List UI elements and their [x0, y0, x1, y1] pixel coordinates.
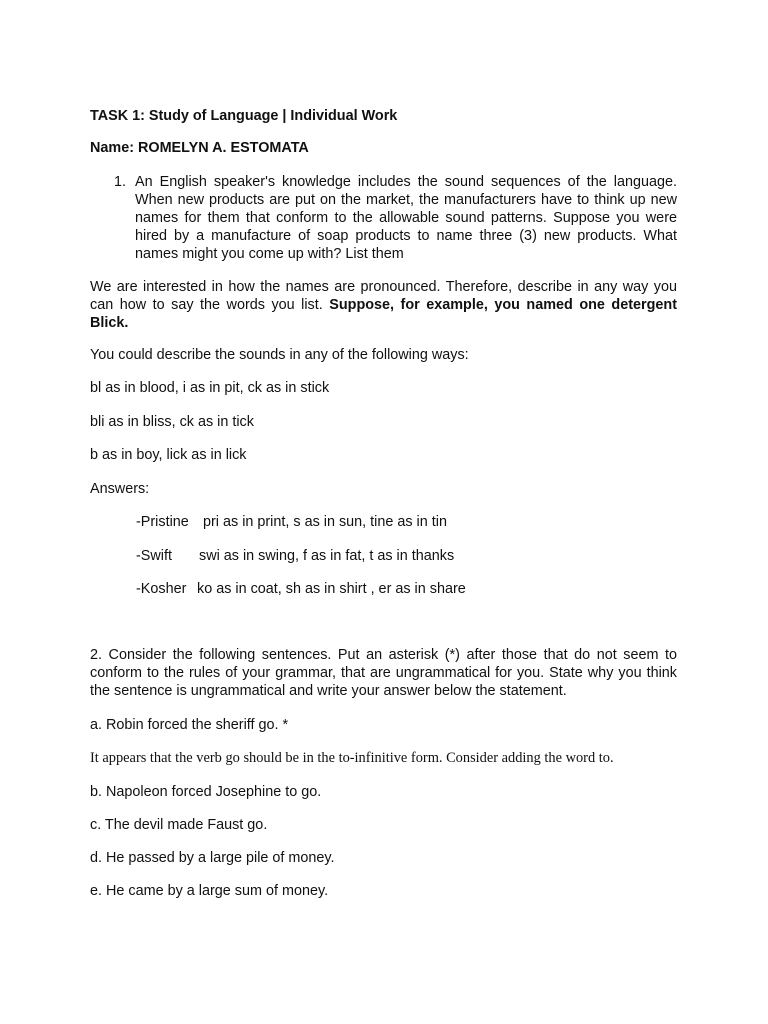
answer-note: It appears that the verb go should be in the to-infinitive form. Consider adding the word to. — [90, 750, 614, 766]
question-1-number: 1. — [114, 174, 127, 190]
example-line-3: b as in boy, lick as in lick — [90, 447, 247, 463]
example-line-2: bli as in bliss, ck as in tick — [90, 414, 254, 430]
answer-description: swi as in swing, f as in fat, t as in thanks — [199, 548, 455, 564]
question-1 — [108, 173, 677, 263]
task-title: TASK 1: Study of Language | Individual Work — [90, 108, 398, 124]
sentence-a: a. Robin forced the sheriff go. * — [90, 717, 289, 733]
sentence-b: b. Napoleon forced Josephine to go. — [90, 784, 322, 800]
answer-name: -Kosher — [136, 581, 187, 597]
answer-row — [136, 547, 454, 565]
answer-row — [136, 513, 447, 531]
question-1-text: An English speaker's knowledge includes the sound sequences of the language. When new products are put on the market, the manufacturers have to think up new names for them that conform to the allowable sound patterns. Suppose you were hired by a manufacture of soap products to name three (3) new products. What names might you come up with? List them — [135, 174, 677, 262]
example-line-1: bl as in blood, i as in pit, ck as in stick — [90, 380, 330, 396]
sentence-d: d. He passed by a large pile of money. — [90, 850, 335, 866]
instruction-paragraph — [90, 278, 677, 332]
answer-name: -Swift — [136, 548, 172, 564]
instruction-text: We are interested in how the names are pronounced. Therefore, describe in any way you can how to say the words you list. — [90, 279, 677, 313]
sentence-e: e. He came by a large sum of money. — [90, 883, 329, 899]
answers-label: Answers: — [90, 481, 150, 497]
answer-description: pri as in print, s as in sun, tine as in tin — [203, 514, 447, 530]
answer-name: -Pristine — [136, 514, 189, 530]
student-name: Name: ROMELYN A. ESTOMATA — [90, 140, 309, 156]
instruction-bold-text: Suppose, for example, you named one detergent Blick. — [90, 297, 677, 331]
answer-description: ko as in coat, sh as in shirt , er as in share — [197, 581, 466, 597]
ways-intro: You could describe the sounds in any of the following ways: — [90, 347, 469, 363]
question-2-text: 2. Consider the following sentences. Put an asterisk (*) after those that do not seem to conform to the rules of your grammar, that are ungrammatical for you. State why you think the sentence is ungrammatical and write your answer below the statement. — [90, 647, 677, 699]
answer-row — [136, 580, 466, 598]
sentence-c: c. The devil made Faust go. — [90, 817, 268, 833]
